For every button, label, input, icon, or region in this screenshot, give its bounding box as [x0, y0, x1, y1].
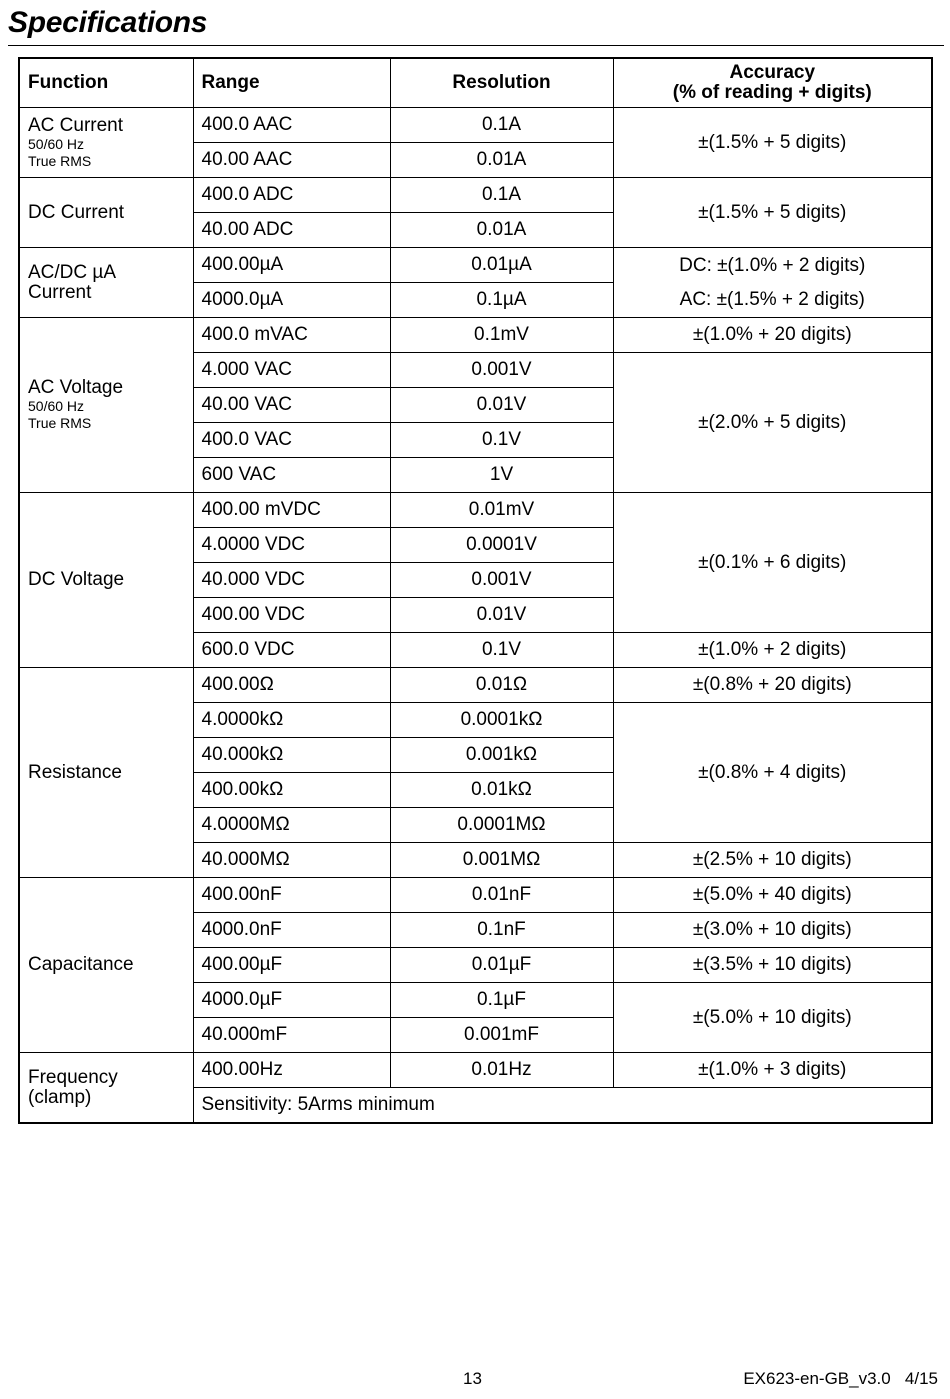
function-cell-ac-voltage	[19, 318, 193, 493]
range-cell: 40.000 VDC	[193, 563, 390, 598]
accuracy-dc-line: DC: ±(1.0% + 2 digits)	[679, 254, 866, 276]
resolution-cell: 0.01kΩ	[390, 773, 613, 808]
function-label: DC Current	[28, 201, 125, 223]
resolution-cell: 0.1µF	[390, 983, 613, 1018]
table-row	[19, 108, 932, 143]
resolution-cell: 0.01V	[390, 598, 613, 633]
sensitivity-cell: Sensitivity: 5Arms minimum	[193, 1088, 932, 1124]
title-divider	[8, 45, 944, 46]
accuracy-cell: ±(1.5% + 5 digits)	[613, 108, 932, 178]
resolution-cell: 0.1nF	[390, 913, 613, 948]
column-header-range: Range	[193, 58, 390, 108]
accuracy-ac-line: AC: ±(1.5% + 2 digits)	[679, 288, 865, 310]
function-cell-dc-voltage	[19, 493, 193, 668]
resolution-cell: 0.001V	[390, 563, 613, 598]
resolution-cell: 0.01Hz	[390, 1053, 613, 1088]
function-cell-frequency	[19, 1053, 193, 1124]
column-header-resolution: Resolution	[390, 58, 613, 108]
resolution-cell: 0.1A	[390, 108, 613, 143]
function-cell-acdc-ua-current	[19, 248, 193, 318]
table-row	[19, 878, 932, 913]
resolution-cell: 0.1V	[390, 633, 613, 668]
resolution-cell: 1V	[390, 458, 613, 493]
accuracy-cell: ±(2.0% + 5 digits)	[613, 353, 932, 493]
range-cell: 4.000 VAC	[193, 353, 390, 388]
specifications-table	[18, 57, 933, 1124]
resolution-cell: 0.001mF	[390, 1018, 613, 1053]
function-label: Frequency	[28, 1066, 118, 1088]
resolution-cell: 0.01mV	[390, 493, 613, 528]
function-cell-resistance	[19, 668, 193, 878]
accuracy-cell: ±(5.0% + 40 digits)	[613, 878, 932, 913]
table-row	[19, 1053, 932, 1088]
accuracy-cell: ±(1.0% + 20 digits)	[613, 318, 932, 353]
resolution-cell: 0.001MΩ	[390, 843, 613, 878]
accuracy-cell: ±(1.5% + 5 digits)	[613, 178, 932, 248]
function-cell-ac-current	[19, 108, 193, 178]
range-cell: 400.00nF	[193, 878, 390, 913]
resolution-cell: 0.01V	[390, 388, 613, 423]
accuracy-cell	[613, 248, 932, 318]
range-cell: 600 VAC	[193, 458, 390, 493]
range-cell: 400.0 VAC	[193, 423, 390, 458]
resolution-cell: 0.0001V	[390, 528, 613, 563]
resolution-cell: 0.01Ω	[390, 668, 613, 703]
range-cell: 400.00kΩ	[193, 773, 390, 808]
accuracy-header-line1: Accuracy	[729, 62, 816, 83]
resolution-cell: 0.1µA	[390, 283, 613, 318]
range-cell: 40.000kΩ	[193, 738, 390, 773]
table-row	[19, 178, 932, 213]
range-cell: 4.0000kΩ	[193, 703, 390, 738]
range-cell: 400.0 ADC	[193, 178, 390, 213]
range-cell: 400.00µF	[193, 948, 390, 983]
resolution-cell: 0.01µA	[390, 248, 613, 283]
table-row	[19, 668, 932, 703]
accuracy-cell: ±(5.0% + 10 digits)	[613, 983, 932, 1053]
range-cell: 400.0 AAC	[193, 108, 390, 143]
range-cell: 400.00Ω	[193, 668, 390, 703]
function-subnote: 50/60 Hz	[28, 135, 85, 152]
function-subnote: True RMS	[28, 152, 92, 169]
table-header-row	[19, 58, 932, 108]
range-cell: 40.00 VAC	[193, 388, 390, 423]
function-label: AC/DC µA	[28, 261, 117, 283]
range-cell: 4.0000 VDC	[193, 528, 390, 563]
range-cell: 40.00 AAC	[193, 143, 390, 178]
table-row	[19, 248, 932, 283]
function-subnote: True RMS	[28, 415, 92, 431]
accuracy-cell: ±(1.0% + 3 digits)	[613, 1053, 932, 1088]
function-label: Capacitance	[28, 954, 134, 975]
resolution-cell: 0.01µF	[390, 948, 613, 983]
accuracy-cell: ±(0.8% + 4 digits)	[613, 703, 932, 843]
function-subnote: (clamp)	[28, 1086, 92, 1108]
accuracy-cell: ±(0.1% + 6 digits)	[613, 493, 932, 633]
accuracy-cell: ±(3.5% + 10 digits)	[613, 948, 932, 983]
range-cell: 4.0000MΩ	[193, 808, 390, 843]
range-cell: 400.00 mVDC	[193, 493, 390, 528]
resolution-cell: 0.001kΩ	[390, 738, 613, 773]
range-cell: 4000.0µF	[193, 983, 390, 1018]
range-cell: 400.00 VDC	[193, 598, 390, 633]
accuracy-cell: ±(1.0% + 2 digits)	[613, 633, 932, 668]
function-subnote: 50/60 Hz	[28, 398, 85, 414]
table-row	[19, 493, 932, 528]
resolution-cell: 0.01A	[390, 213, 613, 248]
function-label: AC Current	[28, 114, 124, 136]
resolution-cell: 0.0001kΩ	[390, 703, 613, 738]
resolution-cell: 0.01nF	[390, 878, 613, 913]
table-row	[19, 318, 932, 353]
range-cell: 40.000MΩ	[193, 843, 390, 878]
accuracy-cell: ±(3.0% + 10 digits)	[613, 913, 932, 948]
resolution-cell: 0.1V	[390, 423, 613, 458]
range-cell: 4000.0µA	[193, 283, 390, 318]
function-cell-dc-current	[19, 178, 193, 248]
function-label: AC Voltage	[28, 377, 124, 398]
function-label: DC Voltage	[28, 569, 125, 590]
range-cell: 4000.0nF	[193, 913, 390, 948]
resolution-cell: 0.001V	[390, 353, 613, 388]
page-title: Specifications	[8, 6, 208, 39]
resolution-cell: 0.01A	[390, 143, 613, 178]
accuracy-cell: ±(2.5% + 10 digits)	[613, 843, 932, 878]
range-cell: 40.00 ADC	[193, 213, 390, 248]
function-label: Current	[28, 281, 92, 303]
accuracy-header-line2: (% of reading + digits)	[672, 82, 872, 103]
resolution-cell: 0.1A	[390, 178, 613, 213]
resolution-cell: 0.1mV	[390, 318, 613, 353]
range-cell: 400.00Hz	[193, 1053, 390, 1088]
resolution-cell: 0.0001MΩ	[390, 808, 613, 843]
document-reference: EX623-en-GB_v3.0 4/15	[743, 1369, 938, 1388]
accuracy-cell: ±(0.8% + 20 digits)	[613, 668, 932, 703]
function-label: Resistance	[28, 761, 122, 783]
range-cell: 400.00µA	[193, 248, 390, 283]
column-header-function: Function	[19, 58, 193, 108]
range-cell: 400.0 mVAC	[193, 318, 390, 353]
column-header-accuracy	[613, 58, 932, 108]
page-number: 13	[463, 1369, 482, 1388]
function-cell-capacitance	[19, 878, 193, 1053]
range-cell: 40.000mF	[193, 1018, 390, 1053]
range-cell: 600.0 VDC	[193, 633, 390, 668]
